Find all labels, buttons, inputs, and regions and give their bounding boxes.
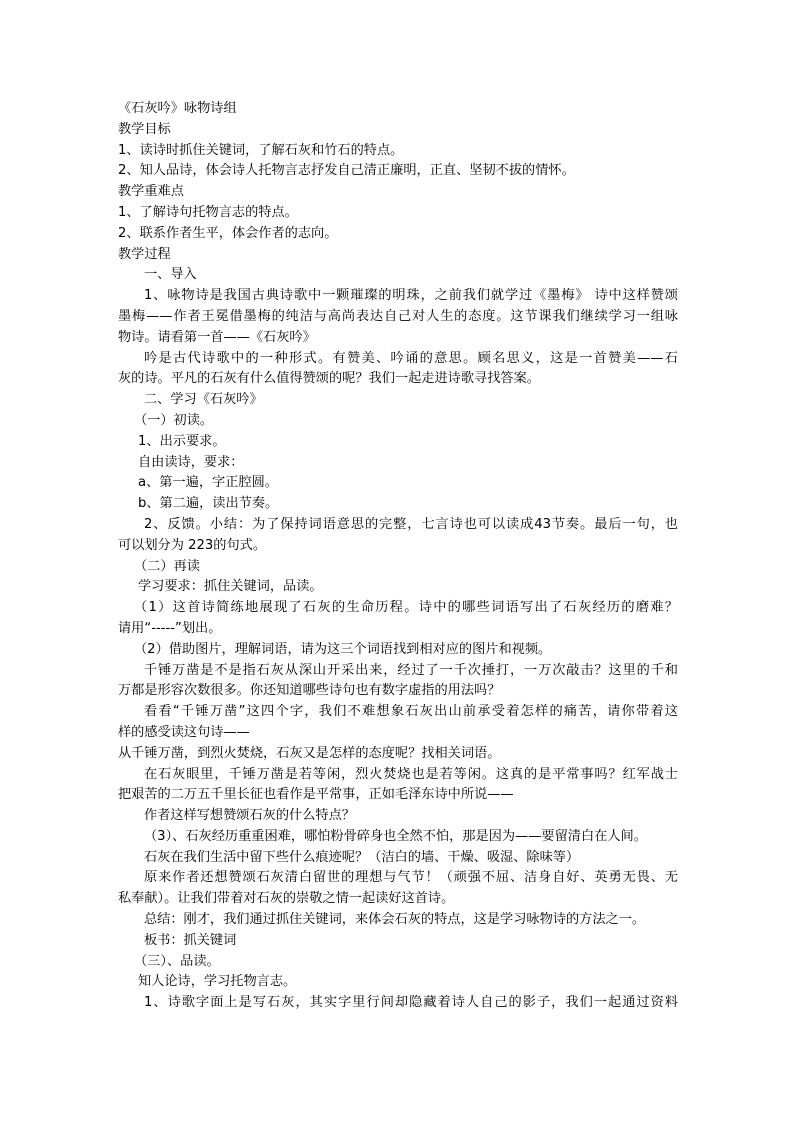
paragraph-line: 物诗。请看第一首——《石灰吟》 (118, 329, 316, 345)
paragraph-line: 把艰苦的二万五千里长征也看作是平常事，正如毛泽东诗中所说—— (118, 787, 514, 803)
key-point-item-2: 2、联系作者生平，体会作者的志向。 (118, 225, 338, 241)
paragraph-line: 样的感受读这句诗—— (118, 724, 250, 740)
paragraph-line: 2、反馈。小结：为了保持词语意思的完整，七言诗也可以读成43节奏。最后一句，也 (144, 516, 678, 532)
objective-item-1: 1、读诗时抓住关键词，了解石灰和竹石的特点。 (118, 142, 404, 158)
paragraph-line: 自由读诗，要求： (138, 454, 244, 470)
paragraph-line: 看看“千锤万凿”这四个字，我们不难想象石灰出山前承受着怎样的痛苦，请你带着这 (144, 704, 678, 720)
paragraph-line: 板书：抓关键词 (144, 932, 237, 948)
paragraph-line: 万都是形容次数很多。你还知道哪些诗句也有数字虚指的用法吗？ (118, 683, 501, 699)
section-heading-process: 教学过程 (118, 246, 171, 262)
sub-heading-appreciate: （三）、品读。 (134, 953, 220, 969)
paragraph-line: 1、咏物诗是我国古典诗歌中一颗璀璨的明珠，之前我们就学过《墨梅》 诗中这样赞颂 (144, 288, 678, 304)
list-item: a、第一遍，字正腔圆。 (138, 475, 278, 491)
paragraph-line: 原来作者还想赞颂石灰清白留世的理想与气节！（顽强不屈、洁身自好、英勇无畏、无 (144, 870, 678, 886)
list-item: b、第二遍，读出节奏。 (138, 496, 279, 512)
paragraph-line: 学习要求：抓住关键词，品读。 (138, 579, 323, 595)
paragraph-line: 1、诗歌字面上是写石灰，其实字里行间却隐藏着诗人自己的影子，我们一起通过资料 (144, 995, 678, 1011)
paragraph-line: （3）、石灰经历重重困难，哪怕粉骨碎身也全然不怕，那是因为——要留清白在人间。 (144, 828, 647, 844)
key-point-item-1: 1、了解诗句托物言志的特点。 (118, 204, 298, 220)
paragraph-line: 私奉献）。让我们带着对石灰的崇敬之情一起读好这首诗。 (118, 891, 455, 907)
paragraph-line: 墨梅——作者王冕借墨梅的纯洁与高尚表达自己对人生的态度。这节课我们继续学习一组咏 (118, 308, 678, 324)
objective-item-2: 2、知人品诗，体会诗人托物言志抒发自己清正廉明，正直、坚韧不拔的情怀。 (118, 163, 575, 179)
sub-heading-second-read: （二）再读 (134, 558, 200, 574)
paragraph-line: 石灰在我们生活中留下些什么痕迹呢？（洁白的墙、干燥、吸湿、除味等） (144, 849, 580, 865)
section-heading-objectives: 教学目标 (118, 121, 171, 137)
paragraph-line: 1、出示要求。 (138, 433, 226, 449)
document-title: 《石灰吟》咏物诗组 (118, 101, 237, 116)
step-heading-intro: 一、导入 (144, 267, 197, 283)
paragraph-line: 吟是古代诗歌中的一种形式。有赞美、吟诵的意思。顾名思义，这是一首赞美——石 (144, 350, 678, 366)
paragraph-line: 在石灰眼里，千锤万凿是若等闲，烈火焚烧也是若等闲。这真的是平常事吗？红军战士 (144, 766, 678, 782)
paragraph-line: 灰的诗。平凡的石灰有什么值得赞颂的呢？我们一起走进诗歌寻找答案。 (118, 371, 540, 387)
paragraph-line: 可以划分为 223的句式。 (118, 537, 267, 553)
paragraph-line: 请用“-----”划出。 (118, 620, 222, 636)
step-heading-study: 二、学习《石灰吟》 (144, 392, 263, 408)
sub-heading-first-read: （一）初读。 (134, 412, 214, 428)
paragraph-line: 千锤万凿是不是指石灰从深山开采出来，经过了一千次捶打，一万次敲击？这里的千和 (144, 662, 678, 678)
paragraph-line: （1）这首诗简练地展现了石灰的生命历程。诗中的哪些词语写出了石灰经历的磨难？ (134, 600, 678, 616)
paragraph-line: 知人论诗，学习托物言志。 (138, 974, 297, 990)
paragraph-line: （2）借助图片，理解词语，请为这三个词语找到相对应的图片和视频。 (134, 641, 552, 657)
paragraph-line: 总结：刚才，我们通过抓住关键词，来体会石灰的特点，这是学习咏物诗的方法之一。 (144, 912, 646, 928)
document-body (118, 99, 678, 1014)
paragraph-line: 从千锤万凿，到烈火焚烧，石灰又是怎样的态度呢？找相关词语。 (118, 745, 501, 761)
section-heading-key-points: 教学重难点 (118, 184, 184, 200)
paragraph-line: 作者这样写想赞颂石灰的什么特点？ (144, 808, 355, 824)
